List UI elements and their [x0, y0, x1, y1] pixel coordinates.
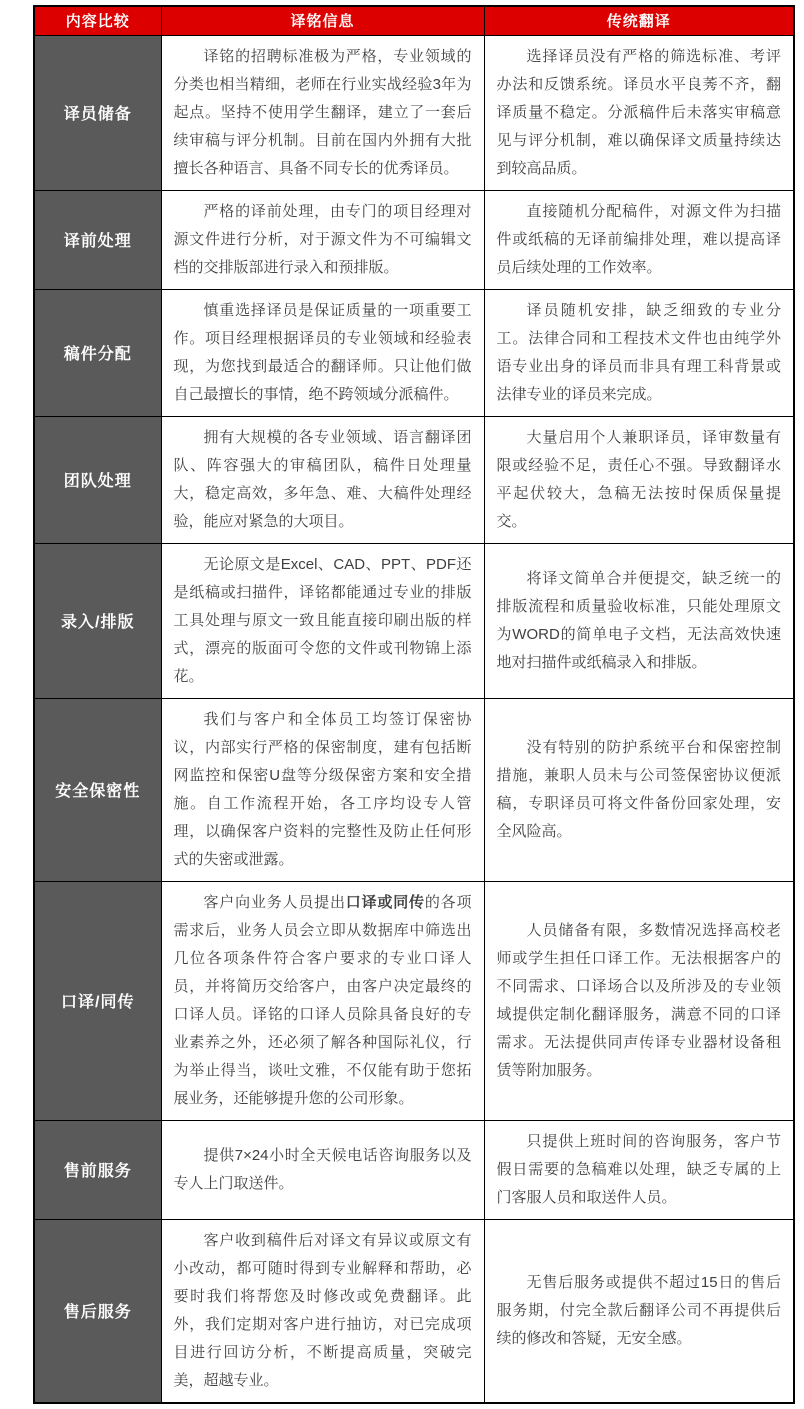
table-row: [34, 698, 794, 881]
yiming-cell: 拥有大规模的各专业领域、语言翻译团队、阵容强大的审稿团队，稿件日处理量大，稳定高效，多年急、难、大稿件处理经验，能应对紧急的大项目。: [161, 416, 484, 543]
traditional-cell: 译员随机安排，缺乏细致的专业分工。法律合同和工程技术文件也由纯学外语专业出身的译员而非具有理工科背景或法律专业的译员来完成。: [484, 289, 794, 416]
comparison-table: [33, 5, 795, 1404]
row-label-cell: 录入/排版: [34, 543, 161, 698]
traditional-cell: 人员储备有限，多数情况选择高校老师或学生担任口译工作。无法根据客户的不同需求、口译场合以及所涉及的专业领域提供定制化翻译服务，满意不同的口译需求。无法提供同声传译专业器材设备租赁等附加服务。: [484, 881, 794, 1120]
traditional-cell: 直接随机分配稿件，对源文件为扫描件或纸稿的无译前编排处理，难以提高译员后续处理的工作效率。: [484, 190, 794, 289]
row-label-cell: 口译/同传: [34, 881, 161, 1120]
row-label-cell: 译员储备: [34, 35, 161, 190]
comparison-table-body: [34, 35, 794, 1403]
table-row: [34, 289, 794, 416]
traditional-cell: 只提供上班时间的咨询服务，客户节假日需要的急稿难以处理，缺乏专属的上门客服人员和取送件人员。: [484, 1120, 794, 1219]
row-label-cell: 售后服务: [34, 1219, 161, 1403]
yiming-cell: 我们与客户和全体员工均签订保密协议，内部实行严格的保密制度，建有包括断网监控和保密U盘等分级保密方案和安全措施。自工作流程开始，各工序均设专人管理，以确保客户资料的完整性及防止任何形式的失密或泄露。: [161, 698, 484, 881]
row-label-cell: 售前服务: [34, 1120, 161, 1219]
row-label-cell: 安全保密性: [34, 698, 161, 881]
table-row: [34, 881, 794, 1120]
yiming-cell: 严格的译前处理，由专门的项目经理对源文件进行分析，对于源文件为不可编辑文档的交排版部进行录入和预排版。: [161, 190, 484, 289]
traditional-cell: 无售后服务或提供不超过15日的售后服务期，付完全款后翻译公司不再提供后续的修改和答疑，无安全感。: [484, 1219, 794, 1403]
row-label-cell: 团队处理: [34, 416, 161, 543]
yiming-cell: 慎重选择译员是保证质量的一项重要工作。项目经理根据译员的专业领域和经验表现，为您找到最适合的翻译师。只让他们做自己最擅长的事情，绝不跨领域分派稿件。: [161, 289, 484, 416]
yiming-cell: 提供7×24小时全天候电话咨询服务以及专人上门取送件。: [161, 1120, 484, 1219]
yiming-cell: 译铭的招聘标准极为严格，专业领域的分类也相当精细，老师在行业实战经验3年为起点。坚持不使用学生翻译，建立了一套后续审稿与评分机制。目前在国内外拥有大批擅长各种语言、具备不同专长的优秀译员。: [161, 35, 484, 190]
table-row: [34, 190, 794, 289]
header-cell-traditional-translation: 传统翻译: [484, 6, 794, 35]
row-label-cell: 稿件分配: [34, 289, 161, 416]
header-cell-yiming-info: 译铭信息: [161, 6, 484, 35]
traditional-cell: 将译文简单合并便提交，缺乏统一的排版流程和质量验收标准，只能处理原文为WORD的简单电子文档，无法高效快速地对扫描件或纸稿录入和排版。: [484, 543, 794, 698]
table-row: [34, 1120, 794, 1219]
header-row: [34, 6, 794, 35]
table-row: [34, 543, 794, 698]
yiming-cell: 无论原文是Excel、CAD、PPT、PDF还是纸稿或扫描件，译铭都能通过专业的排版工具处理与原文一致且能直接印刷出版的样式，漂亮的版面可令您的文件或刊物锦上添花。: [161, 543, 484, 698]
table-row: [34, 416, 794, 543]
table-row: [34, 35, 794, 190]
table-row: [34, 1219, 794, 1403]
traditional-cell: 大量启用个人兼职译员，译审数量有限或经验不足，责任心不强。导致翻译水平起伏较大，急稿无法按时保质保量提交。: [484, 416, 794, 543]
row-label-cell: 译前处理: [34, 190, 161, 289]
yiming-cell: 客户向业务人员提出口译或同传的各项需求后，业务人员会立即从数据库中筛选出几位各项条件符合客户要求的专业口译人员，并将简历交给客户，由客户决定最终的口译人员。译铭的口译人员除具备良好的专业素养之外，还必须了解各种国际礼仪，行为举止得当，谈吐文雅，不仅能有助于您拓展业务，还能够提升您的公司形象。: [161, 881, 484, 1120]
header-cell-content-compare: 内容比较: [34, 6, 161, 35]
traditional-cell: 没有特别的防护系统平台和保密控制措施，兼职人员未与公司签保密协议便派稿，专职译员可将文件备份回家处理，安全风险高。: [484, 698, 794, 881]
yiming-cell: 客户收到稿件后对译文有异议或原文有小改动，都可随时得到专业解释和帮助，必要时我们将帮您及时修改或免费翻译。此外，我们定期对客户进行抽访，对已完成项目进行回访分析，不断提高质量，突破完美，超越专业。: [161, 1219, 484, 1403]
traditional-cell: 选择译员没有严格的筛选标准、考评办法和反馈系统。译员水平良莠不齐，翻译质量不稳定。分派稿件后未落实审稿意见与评分机制，难以确保译文质量持续达到较高品质。: [484, 35, 794, 190]
